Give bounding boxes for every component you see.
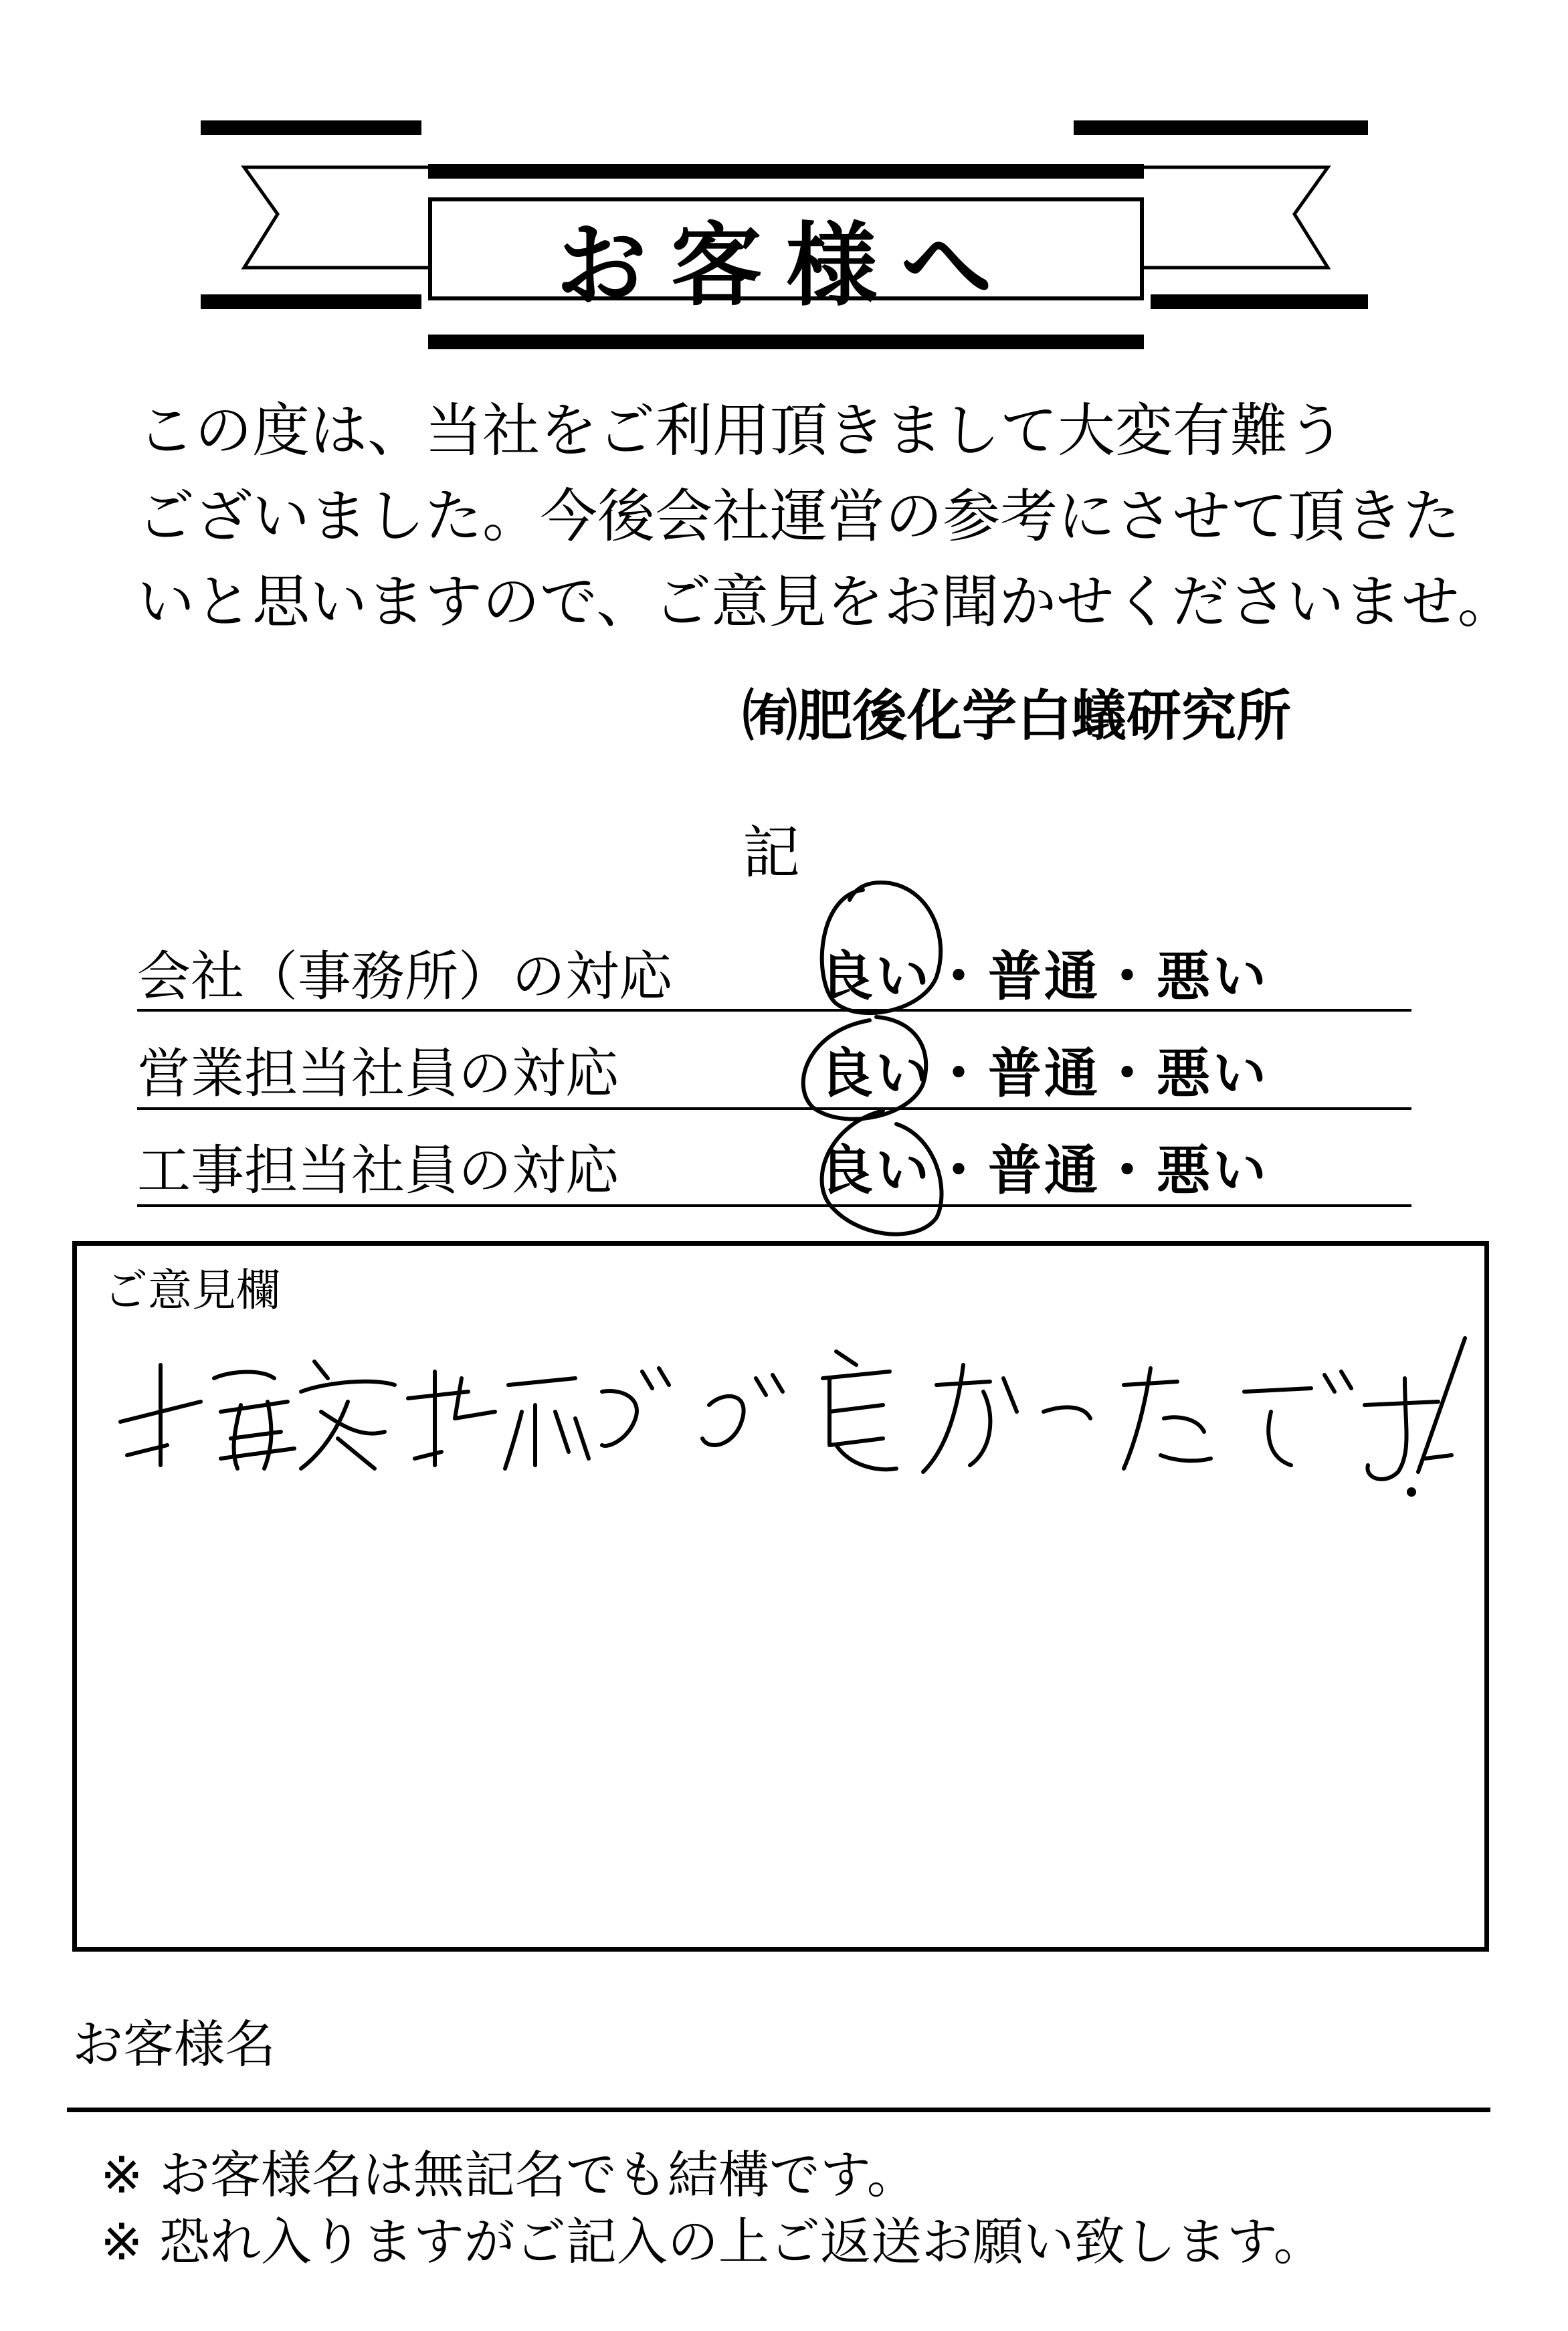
intro-line: この度は、当社をご利用頂きまして大変有難う	[137, 397, 1345, 464]
opinion-label: ご意見欄	[104, 1265, 280, 1316]
rating-choices-office[interactable]: 良い・普通・悪い	[819, 945, 1269, 1008]
intro-text	[137, 388, 1515, 645]
intro-line: ございました。今後会社運営の参考にさせて頂きた	[137, 483, 1460, 550]
intro-line: いと思いますので、ご意見をお聞かせくださいませ。	[137, 569, 1515, 636]
row-divider	[137, 1107, 1411, 1110]
rating-choices-sales[interactable]: 良い・普通・悪い	[819, 1042, 1269, 1105]
rating-label-sales: 営業担当社員の対応	[137, 1042, 619, 1105]
ki-heading: 記	[743, 820, 800, 887]
page-title: お客様へ	[556, 212, 1016, 319]
rating-label-office: 会社（事務所）の対応	[137, 945, 672, 1008]
row-divider	[137, 1009, 1411, 1012]
note-line: ※ お客様名は無記名でも結構です。	[100, 2145, 918, 2205]
customer-name-label: お客様名	[72, 2015, 276, 2074]
opinion-box[interactable]	[72, 1241, 1489, 1952]
row-divider	[137, 1204, 1411, 1207]
company-name: ㈲肥後化学白蟻研究所	[743, 684, 1292, 748]
rating-choices-construction[interactable]: 良い・普通・悪い	[819, 1139, 1269, 1202]
customer-name-line[interactable]	[67, 2108, 1490, 2112]
note-line: ※ 恐れ入りますがご記入の上ご返送お願い致します。	[100, 2212, 1325, 2271]
rating-label-construction: 工事担当社員の対応	[137, 1139, 619, 1202]
